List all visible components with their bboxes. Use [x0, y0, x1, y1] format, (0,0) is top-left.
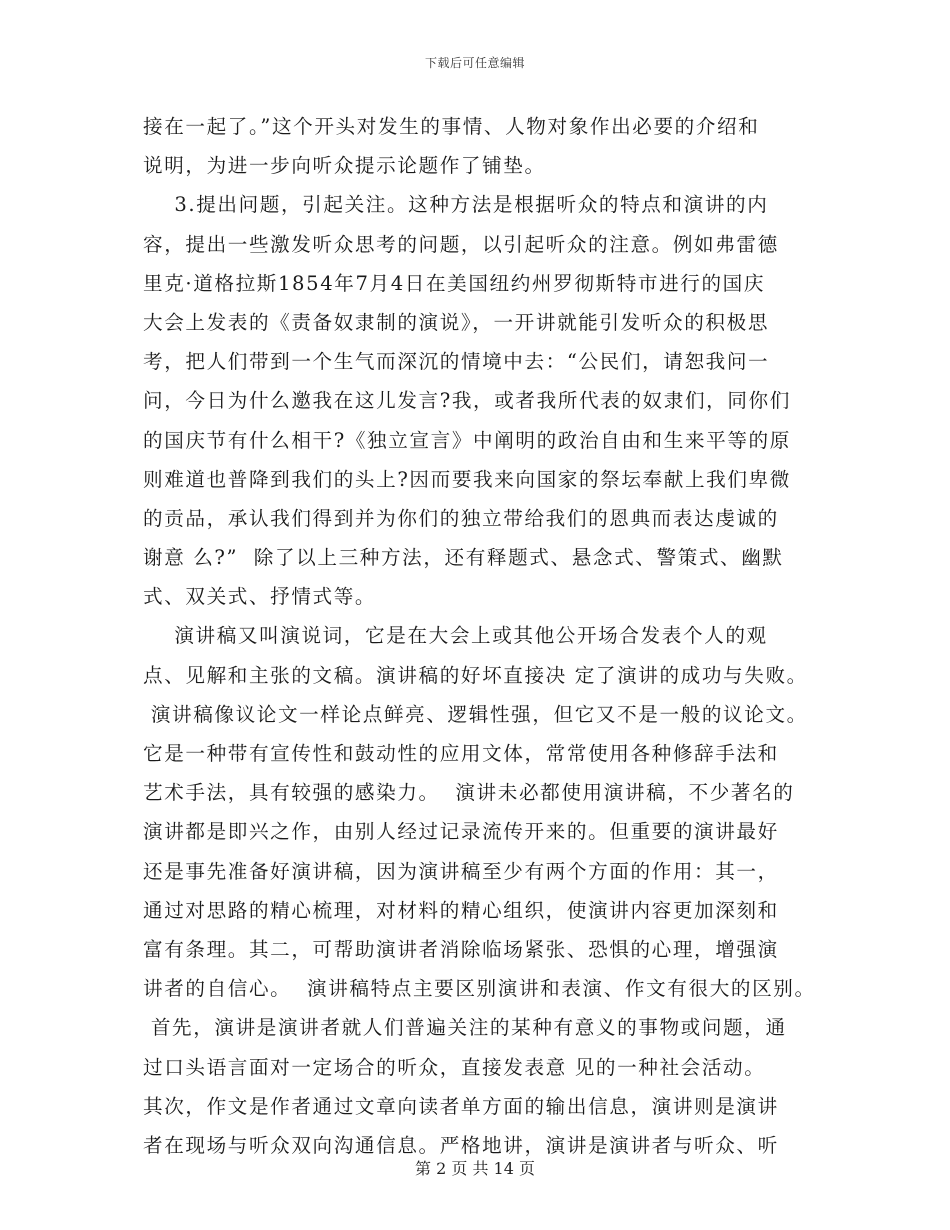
text-line: 首先，演讲是演讲者就人们普遍关注的某种有意义的事物或问题，通 [143, 1016, 787, 1040]
text-line: 富有条理。其二，可帮助演讲者消除临场紧张、恐惧的心理，增强演 [143, 937, 779, 961]
text-line: 容，提出一些激发听众思考的问题，以引起听众的注意。例如弗雷德 [143, 232, 779, 256]
text-line: 演讲稿又叫演说词，它是在大会上或其他公开场合发表个人的观 [143, 624, 768, 648]
page-header: 下载后可任意编辑 [424, 56, 525, 70]
text-line: 艺术手法，具有较强的感染力。 演讲未必都使用演讲稿，不少著名的 [143, 781, 795, 805]
text-line: 的贡品，承认我们得到并为你们的独立带给我们的恩典而表达虔诚的 [143, 506, 779, 530]
text-line: 其次，作文是作者通过文章向读者单方面的输出信息，演讲则是演讲 [143, 1094, 779, 1118]
text-line: 说明，为进一步向听众提示论题作了铺垫。 [143, 154, 546, 178]
text-line: 大会上发表的《责备奴隶制的演说》，一开讲就能引发听众的积极思 [143, 310, 770, 334]
text-line: 它是一种带有宣传性和鼓动性的应用文体，常常使用各种修辞手法和 [143, 742, 779, 765]
text-line: 问，今日为什么邀我在这儿发言?我，或者我所代表的奴隶们，同你们 [143, 389, 791, 413]
page-number: 第 2 页 共 14 页 [415, 1159, 535, 1178]
text-line: 里克·道格拉斯1854年7月4日在美国纽约州罗彻斯特市进行的国庆 [143, 271, 766, 295]
text-line: 演讲稿像议论文一样论点鲜亮、逻辑性强，但它又不是一般的议论文。 [143, 702, 808, 726]
text-line: 式、双关式、抒情式等。 [143, 585, 377, 609]
text-line: 演讲都是即兴之作，由别人经过记录流传开来的。但重要的演讲最好 [143, 820, 779, 844]
body-text [143, 107, 823, 1165]
text-line: 考，把人们带到一个生气而深沉的情境中去：“公民们，请恕我问一 [143, 350, 770, 374]
text-line: 讲者的自信心。 演讲稿特点主要区别演讲和表演、作文有很大的区别。 [143, 977, 816, 1001]
text-line: 谢意 么?” 除了以上三种方法，还有释题式、悬念式、警策式、幽默 [143, 546, 784, 570]
text-line: 接在一起了。”这个开头对发生的事情、人物对象作出必要的介绍和 [143, 115, 760, 138]
text-line: 则难道也普降到我们的头上?因而要我来向国家的祭坛奉献上我们卑微 [143, 467, 791, 491]
text-line: 过口头语言面对一定场合的听众，直接发表意 见的一种社会活动。 [143, 1055, 766, 1079]
text-line: 通过对思路的精心梳理，对材料的精心组织，使演讲内容更加深刻和 [143, 898, 779, 922]
text-line: 3.提出问题，引起关注。这种方法是根据听众的特点和演讲的内 [143, 193, 769, 217]
text-line: 还是事先准备好演讲稿，因为演讲稿至少有两个方面的作用：其一， [143, 859, 779, 883]
text-line: 者在现场与听众双向沟通信息。严格地讲，演讲是演讲者与听众、听 [143, 1133, 779, 1157]
text-line: 点、见解和主张的文稿。演讲稿的好坏直接决 定了演讲的成功与失败。 [143, 663, 808, 687]
text-line: 的国庆节有什么相干?《独立宣言》中阐明的政治自由和生来平等的原 [143, 428, 791, 452]
